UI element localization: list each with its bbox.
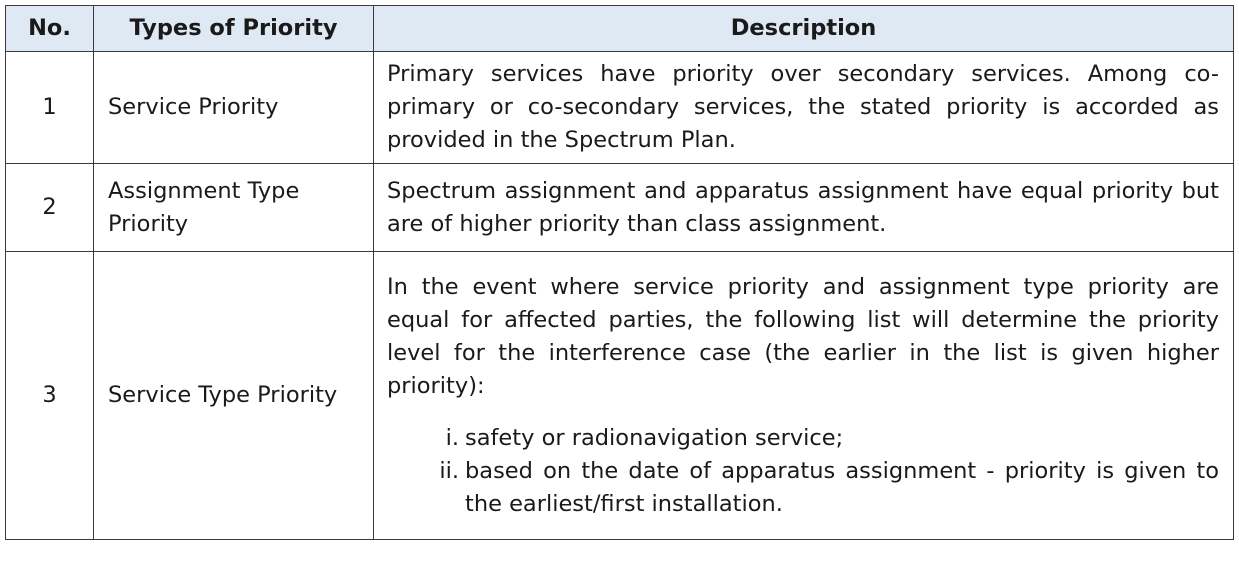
- priority-type: Service Priority: [94, 52, 374, 164]
- description-text: Spectrum assignment and apparatus assignment have equal priority but are of higher priority than class assignment.: [387, 177, 1219, 237]
- list-item: [387, 422, 1219, 455]
- header-description: Description: [374, 6, 1234, 52]
- row-number: 3: [6, 252, 94, 540]
- priority-description: [374, 164, 1234, 252]
- list-item-text: based on the date of apparatus assignment - priority is given to the earliest/first installation.: [465, 457, 1219, 517]
- row-number: 1: [6, 52, 94, 164]
- list-marker: ii.: [439, 457, 459, 484]
- priority-table: [5, 5, 1234, 540]
- priority-description: [374, 52, 1234, 164]
- header-no: No.: [6, 6, 94, 52]
- list-item: [387, 455, 1219, 521]
- table-header-row: [6, 6, 1234, 52]
- priority-list: [387, 422, 1219, 521]
- list-marker: i.: [445, 424, 459, 451]
- priority-description: [374, 252, 1234, 540]
- priority-type: Service Type Priority: [94, 252, 374, 540]
- description-text: Primary services have priority over secondary services. Among co-primary or co-secondary services, the stated priority is accorded as provided in the Spectrum Plan.: [387, 61, 1219, 153]
- table-row: [6, 52, 1234, 164]
- row-number: 2: [6, 164, 94, 252]
- priority-type: Assignment Type Priority: [94, 164, 374, 252]
- description-text: In the event where service priority and assignment type priority are equal for affected parties, the following list will determine the priority level for the interference case (the earlier in the list is given higher priority):: [387, 273, 1219, 399]
- table-row: [6, 164, 1234, 252]
- header-type: Types of Priority: [94, 6, 374, 52]
- table-row: [6, 252, 1234, 540]
- list-item-text: safety or radionavigation service;: [465, 424, 844, 451]
